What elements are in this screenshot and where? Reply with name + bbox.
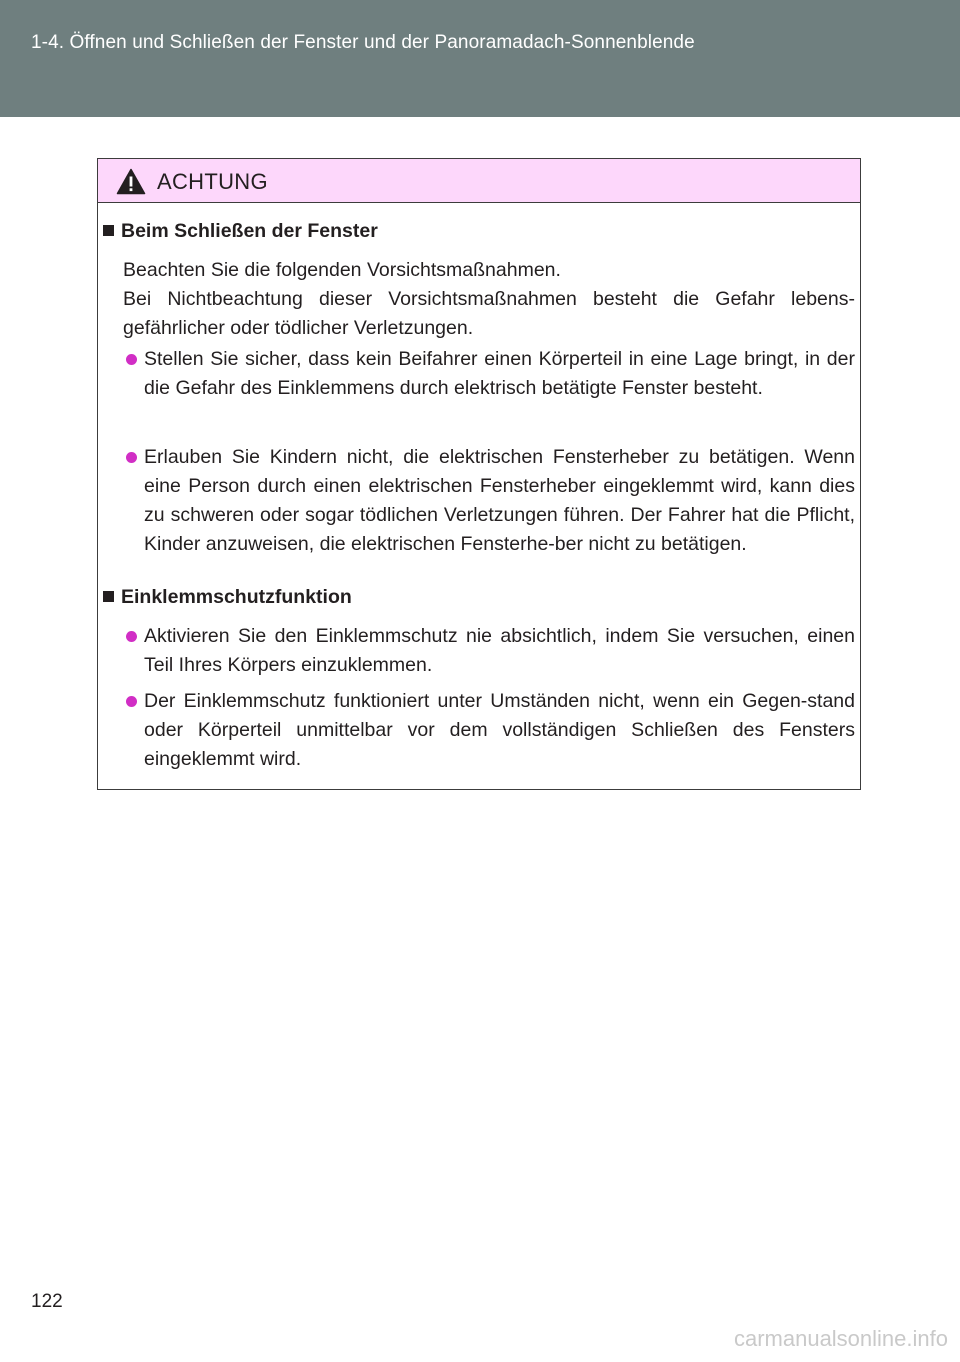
watermark-text: carmanualsonline.info xyxy=(733,1326,948,1351)
section-title: 1-4. Öffnen und Schließen der Fenster und der Panoramadach-Sonnenblende xyxy=(31,32,695,53)
list-item xyxy=(126,622,855,680)
square-bullet-icon xyxy=(103,225,114,236)
intro-line: Beachten Sie die folgenden Vorsichtsmaßnahmen. xyxy=(123,259,561,281)
round-bullet-icon xyxy=(126,354,137,365)
list-item xyxy=(126,687,855,774)
square-bullet-icon xyxy=(103,591,114,602)
warning-header xyxy=(98,159,860,203)
warning-box xyxy=(97,158,861,790)
list-item-text: Der Einklemmschutz funktioniert unter Umständen nicht, wenn ein Gegen-stand oder Körperteil unmittelbar vor dem vollständigen Schließen des Fensters eingeklemmt wird. xyxy=(144,690,855,770)
warning-triangle-icon xyxy=(116,168,146,195)
section-header-band xyxy=(0,0,960,117)
warning-label: ACHTUNG xyxy=(157,169,268,194)
list-item-text: Aktivieren Sie den Einklemmschutz nie absichtlich, indem Sie versuchen, einen Teil Ihres Körpers einzuklemmen. xyxy=(144,625,855,676)
intro-paragraph xyxy=(123,256,855,343)
page-number: 122 xyxy=(31,1291,63,1312)
list-item-text: Erlauben Sie Kindern nicht, die elektrischen Fensterheber zu betätigen. Wenn eine Person durch einen elektrischen Fensterheber eingeklemmt wird, kann dies zu schweren oder sogar tödlichen Verletzungen führen. Der Fahrer hat die Pflicht, Kinder anzuweisen, die elektrischen Fensterhe-ber nicht zu betätigen. xyxy=(144,446,855,555)
section-heading-text: Einklemmschutzfunktion xyxy=(121,586,352,608)
round-bullet-icon xyxy=(126,452,137,463)
list-item xyxy=(126,345,855,403)
list-item-text: Stellen Sie sicher, dass kein Beifahrer einen Körperteil in eine Lage bringt, in der die Gefahr des Einklemmens durch elektrisch betätigte Fenster besteht. xyxy=(144,348,855,399)
round-bullet-icon xyxy=(126,631,137,642)
list-item xyxy=(126,443,855,559)
round-bullet-icon xyxy=(126,696,137,707)
section-heading xyxy=(103,586,352,609)
section-heading xyxy=(103,220,378,243)
intro-line: Bei Nichtbeachtung dieser Vorsichtsmaßnahmen besteht die Gefahr lebens-gefährlicher oder tödlicher Verletzungen. xyxy=(123,288,855,339)
section-heading-text: Beim Schließen der Fenster xyxy=(121,220,378,242)
